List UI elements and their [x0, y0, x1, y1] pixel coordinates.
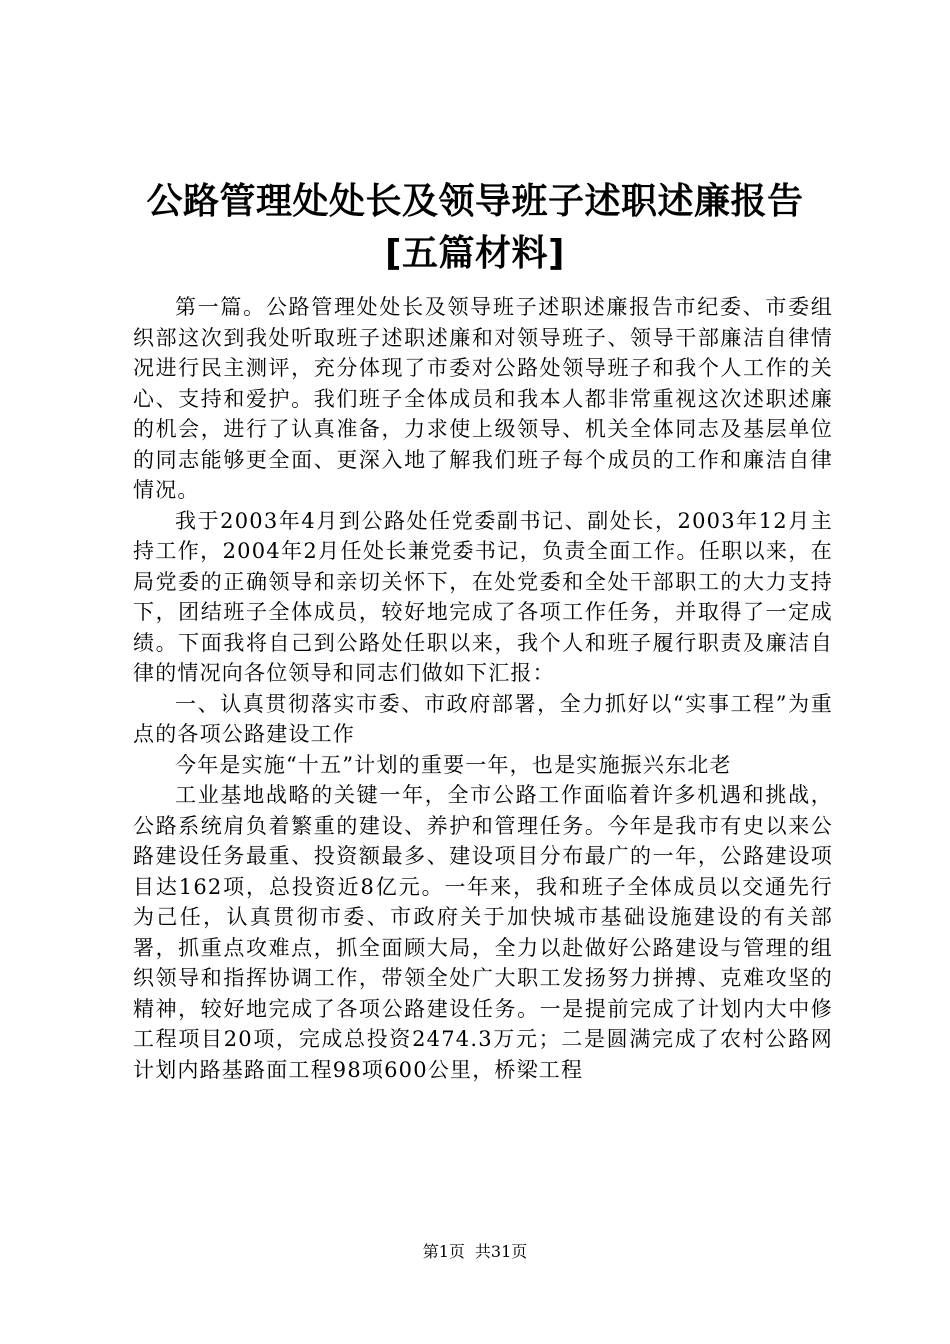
paragraph: 第一篇。公路管理处处长及领导班子述职述廉报告市纪委、市委组织部这次到我处听取班子述职述廉和对领导班子、领导干部廉洁自律情况进行民主测评，充分体现了市委对公路处领导班子和我个人工作的关心、支持和爱护。我们班子全体成员和我本人都非常重视这次述职述廉的机会，进行了认真准备，力求使上级领导、机关全体同志及基层单位的同志能够更全面、更深入地了解我们班子每个成员的工作和廉洁自律情况。 [133, 295, 833, 502]
paragraph: 我于2003年4月到公路处任党委副书记、副处长，2003年12月主持工作，2004年2月任处长兼党委书记，负责全面工作。任职以来，在局党委的正确领导和亲切关怀下，在处党委和全处干部职工的大力支持下，团结班子全体成员，较好地完成了各项工作任务，并取得了一定成绩。下面我将自己到公路处任职以来，我个人和班子履行职责及廉洁自律的情况向各位领导和同志们做如下汇报： [133, 508, 833, 685]
page-footer [0, 1242, 950, 1262]
section-heading: 一、认真贯彻落实市委、市政府部署，全力抓好以“实事工程”为重点的各项公路建设工作 [133, 691, 833, 746]
document-body [133, 292, 833, 1085]
paragraph: 今年是实施“十五”计划的重要一年，也是实施振兴东北老 [175, 752, 732, 777]
page-number: 第1页 [422, 1242, 465, 1261]
paragraph: 工业基地战略的关键一年，全市公路工作面临着许多机遇和挑战，公路系统肩负着繁重的建设、养护和管理任务。今年是我市有史以来公路建设任务最重、投资额最多、建设项目分布最广的一年，公路建设项目达162项，总投资近8亿元。一年来，我和班子全体成员以交通先行为己任，认真贯彻市委、市政府关于加快城市基础设施建设的有关部署，抓重点攻难点，抓全面顾大局，全力以赴做好公路建设与管理的组织领导和指挥协调工作，带领全处广大职工发扬努力拼搏、克难攻坚的精神，较好地完成了各项公路建设任务。一是提前完成了计划内大中修工程项目20项，完成总投资2474.3万元；二是圆满完成了农村公路网计划内路基路面工程98项600公里，桥梁工程 [133, 783, 833, 1082]
page-total: 共31页 [474, 1242, 528, 1261]
document-title: 公路管理处处长及领导班子述职述廉报告[五篇材料] [146, 181, 804, 274]
